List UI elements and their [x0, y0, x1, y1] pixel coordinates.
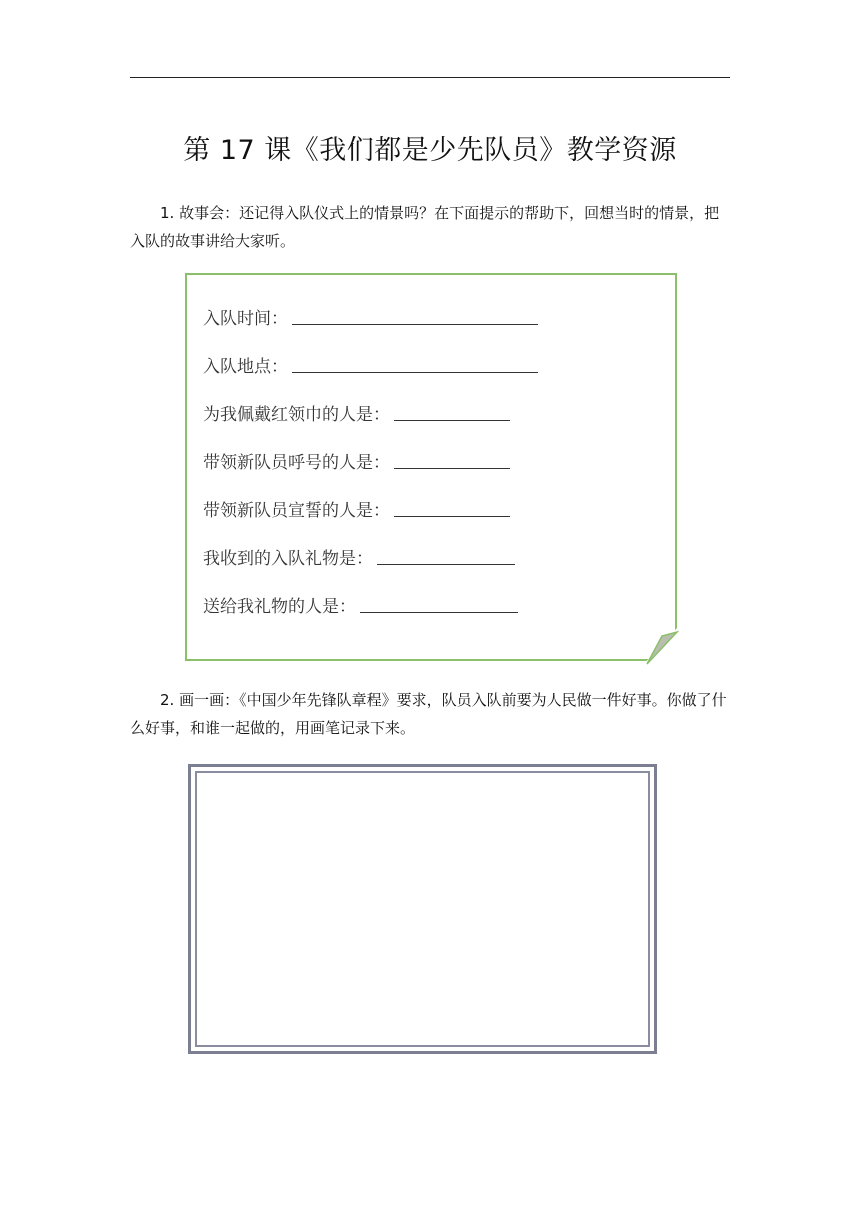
fill-in-card — [185, 273, 677, 661]
field-join-place — [203, 347, 538, 377]
field-gift — [203, 539, 515, 569]
answer-line[interactable] — [292, 324, 538, 325]
field-label: 我收到的入队礼物是： — [203, 549, 373, 569]
drawing-area[interactable] — [188, 764, 657, 1054]
answer-line[interactable] — [394, 516, 510, 517]
page-curl-corner — [642, 628, 682, 666]
field-slogan-leader — [203, 443, 510, 473]
field-oath-leader — [203, 491, 510, 521]
section1-instructions: 1. 故事会：还记得入队仪式上的情景吗？在下面提示的帮助下，回想当时的情景，把入队的故事讲给大家听。 — [130, 204, 720, 250]
answer-line[interactable] — [360, 612, 518, 613]
section2-instructions: 2. 画一画：《中国少年先锋队章程》要求，队员入队前要为人民做一件好事。你做了什么好事，和谁一起做的，用画笔记录下来。 — [130, 691, 727, 737]
field-label: 带领新队员呼号的人是： — [203, 453, 390, 473]
drawing-area-inner-border — [195, 771, 650, 1047]
field-scarf-giver — [203, 395, 510, 425]
field-gift-giver — [203, 587, 518, 617]
field-join-time — [203, 299, 538, 329]
field-label: 为我佩戴红领巾的人是： — [203, 405, 390, 425]
field-label: 入队时间： — [203, 309, 288, 329]
answer-line[interactable] — [394, 420, 510, 421]
field-label: 送给我礼物的人是： — [203, 597, 356, 617]
field-label: 带领新队员宣誓的人是： — [203, 501, 390, 521]
header-rule — [130, 77, 730, 78]
answer-line[interactable] — [394, 468, 510, 469]
answer-line[interactable] — [292, 372, 538, 373]
page-title: 第 17 课《我们都是少先队员》教学资源 — [183, 135, 677, 166]
answer-line[interactable] — [377, 564, 515, 565]
field-label: 入队地点： — [203, 357, 288, 377]
